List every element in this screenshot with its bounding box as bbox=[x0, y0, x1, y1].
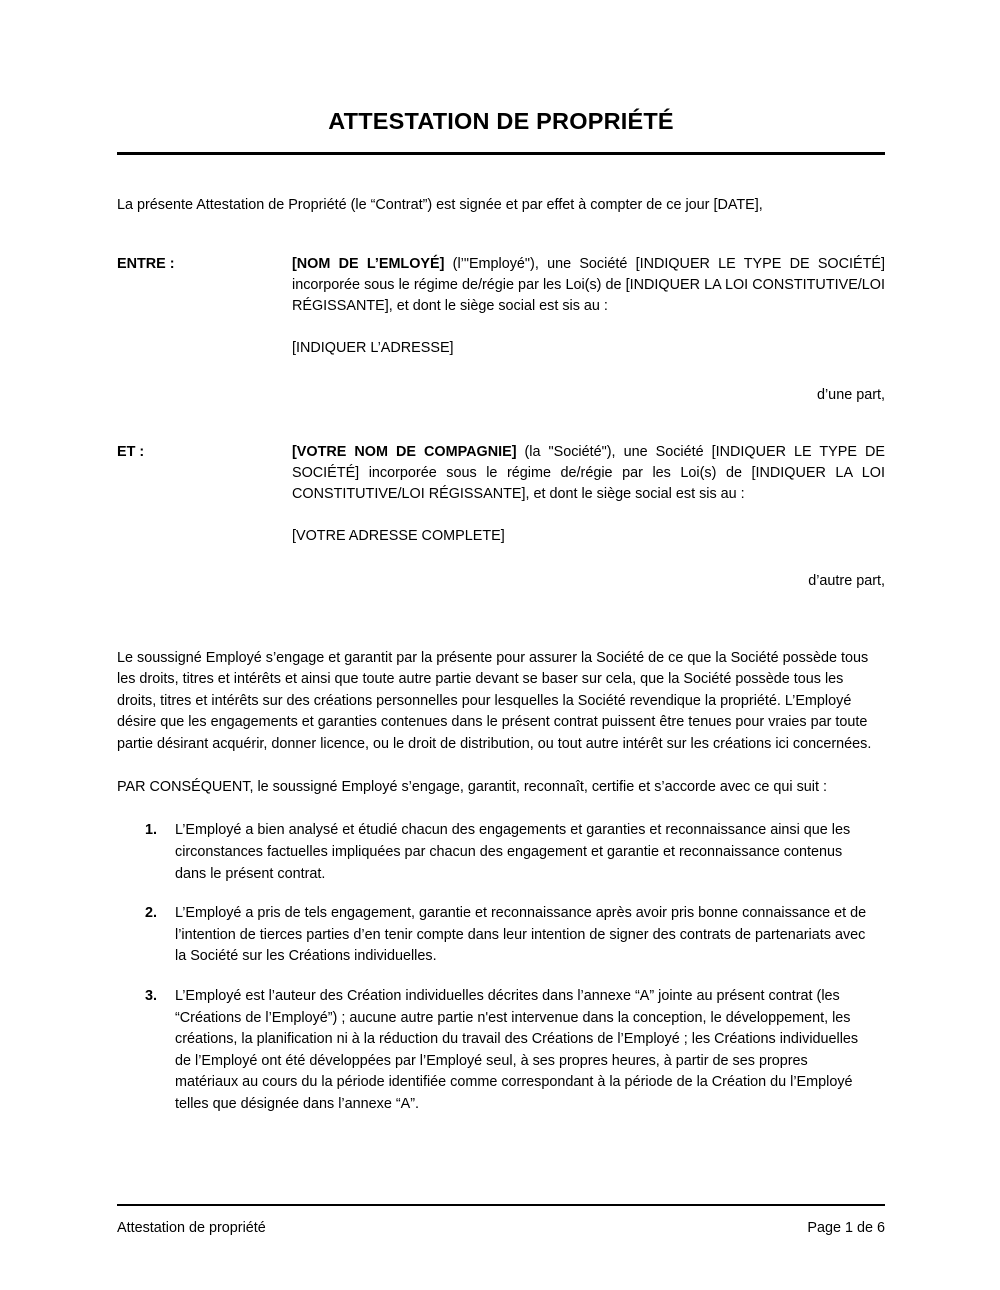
party-entre-name: [NOM DE L’EMLOYÉ] bbox=[292, 255, 445, 272]
party-et-name: [VOTRE NOM DE COMPAGNIE] bbox=[292, 444, 517, 461]
clause-text: L’Employé est l’auteur des Création individuelles décrites dans l’annexe “A” jointe au présent contrat (les “Créations de l’Employé”) ; aucune autre partie n'est intervenue dans la conception, le développement, les créations, la planification ni à la réduction du travail des Créations de l’Employé ; les Créations individuelles de l’Employé ont été développées par l’Employé seul, à ses propres heures, à partir de ses propres matériaux au cours du la période identifiée comme correspondant à la période de la Création du l’Employé telles que désignée dans l’annexe “A”. bbox=[175, 987, 859, 1112]
clause-text: L’Employé a bien analysé et étudié chacun des engagements et garanties et reconnaissance ainsi que les circonstances factuelles impliquées par chacun des engagement et garantie et reconnaissance contenus dans le présent contrat. bbox=[175, 822, 851, 882]
party-entre-label: ENTRE : bbox=[117, 255, 175, 272]
page-title: ATTESTATION DE PROPRIÉTÉ bbox=[328, 108, 674, 134]
page-footer bbox=[117, 1204, 885, 1238]
clause-number: 1. bbox=[145, 822, 158, 839]
document-content bbox=[117, 0, 885, 1116]
party-et-mention: d’autre part, bbox=[808, 572, 885, 589]
footer-document-name: Attestation de propriété bbox=[117, 1219, 266, 1236]
party-et-address: [VOTRE ADRESSE COMPLETE] bbox=[292, 527, 505, 544]
party-entre-mention: d’une part, bbox=[816, 387, 885, 404]
clause-item bbox=[117, 820, 885, 885]
party-entre bbox=[117, 254, 885, 359]
clause-list bbox=[117, 798, 885, 1115]
party-et-description: (la "Société"), une Société [INDIQUER LE TYPE DE SOCIÉTÉ] incorporée sous le régime de/régie par les Loi(s) de [INDIQUER LA LOI CONSTITUTIVE/LOI RÉGISSANTE], et dont le siège social est sis au : bbox=[292, 444, 885, 503]
party-et-body bbox=[292, 442, 885, 547]
party-et-label: ET : bbox=[117, 444, 145, 461]
consequent-paragraph: PAR CONSÉQUENT, le soussigné Employé s’engage, garantit, reconnaît, certifie et s’accorde avec ce qui suit : bbox=[117, 778, 828, 795]
recital-paragraph: Le soussigné Employé s’engage et garantit par la présente pour assurer la Société de ce que la Société possède tous les droits, titres et intérêts et ainsi que toute autre partie devant se baser sur cela, que la Société possède tous les droits, titres et intérêts sur des créations personnelles pour lesquelles la Société revendique la propriété. L’Employé désire que les engagements et garanties contenues dans le présent contrat puissent être tenues pour vraies par toute partie désirant acquérir, donner licence, ou le droit de distribution, ou tout autre intérêt sur les créations ici concernées. bbox=[117, 649, 872, 753]
clause-number: 3. bbox=[145, 987, 158, 1004]
clause-number: 2. bbox=[145, 905, 158, 922]
clause-item bbox=[117, 986, 885, 1116]
footer-row bbox=[117, 1206, 885, 1238]
footer-page-number: Page 1 de 6 bbox=[807, 1219, 885, 1236]
party-entre-body bbox=[292, 254, 885, 359]
party-entre-address: [INDIQUER L’ADRESSE] bbox=[292, 339, 454, 356]
clause-text: L’Employé a pris de tels engagement, garantie et reconnaissance après avoir pris bonne connaissance et de l’intention de tierces parties d’en tenir compte dans leur intention de signer des contrats de partenariats avec la Société sur les Créations individuelles. bbox=[175, 905, 867, 965]
party-entre-description: (l’"Employé"), une Société [INDIQUER LE TYPE DE SOCIÉTÉ] incorporée sous le régime de/régie par les Loi(s) de [INDIQUER LA LOI CONSTITUTIVE/LOI RÉGISSANTE], et dont le siège social est sis au : bbox=[292, 255, 886, 314]
clause-item bbox=[117, 903, 885, 968]
party-et bbox=[117, 442, 885, 547]
intro-paragraph: La présente Attestation de Propriété (le “Contrat”) est signée et par effet à compter de ce jour [DATE], bbox=[117, 197, 763, 214]
